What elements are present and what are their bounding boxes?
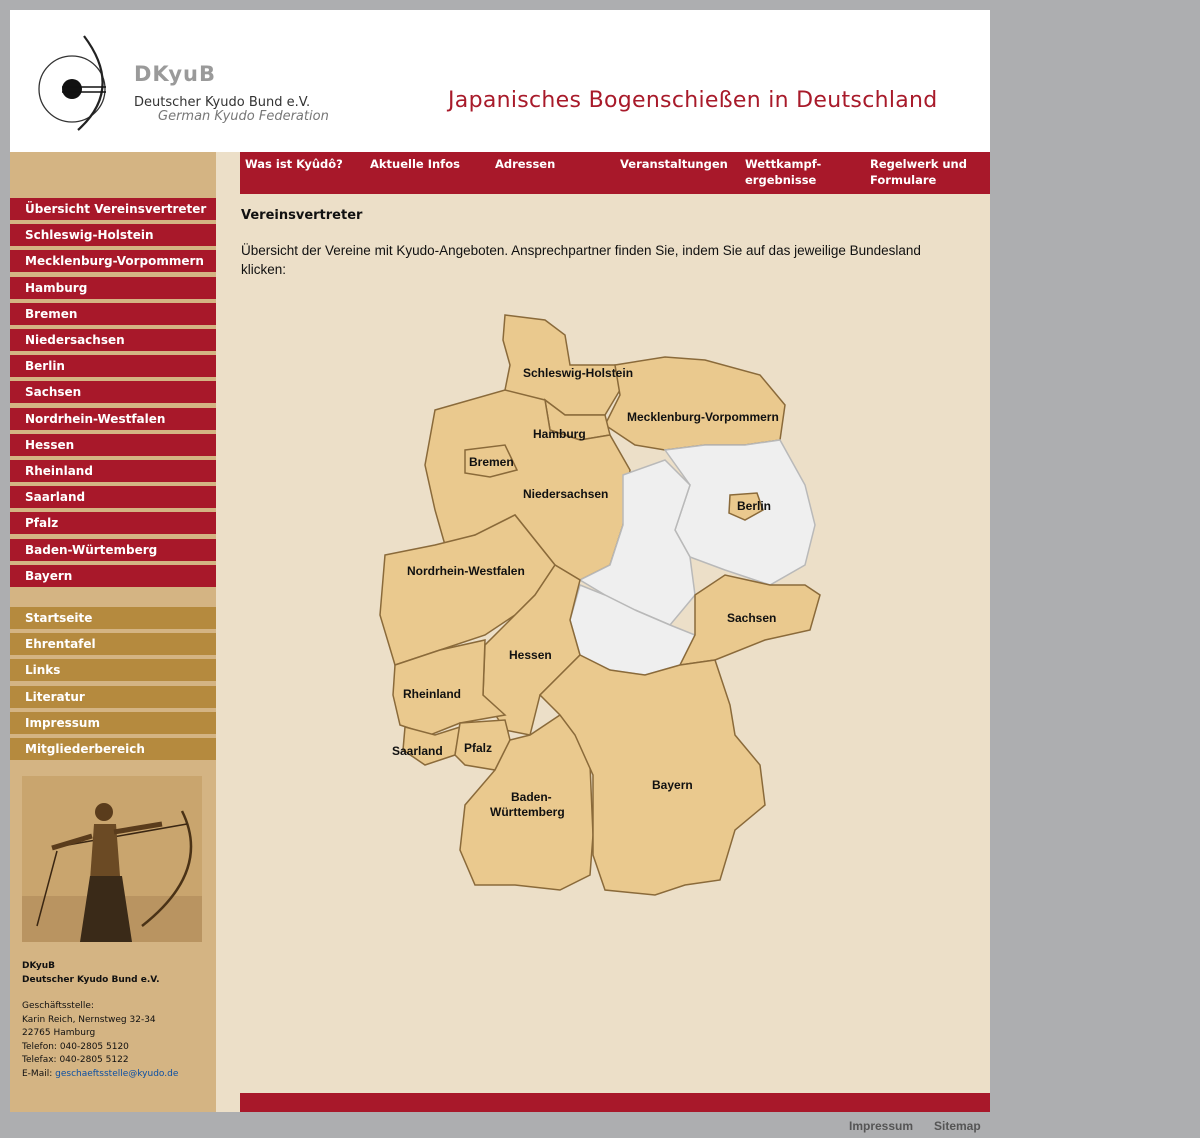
footer-sitemap-link[interactable]: Sitemap	[934, 1119, 981, 1133]
top-navigation	[240, 152, 990, 194]
contact-name: Karin Reich, Nernstweg 32-34	[22, 1014, 156, 1025]
topnav-item-adressen[interactable]: Adressen	[495, 157, 556, 171]
sidebar-item-impressum[interactable]: Impressum	[10, 712, 216, 734]
sidebar-item-schleswig-holstein[interactable]: Schleswig-Holstein	[10, 224, 216, 246]
archer-photo	[22, 776, 202, 942]
sidebar-item-hessen[interactable]: Hessen	[10, 434, 216, 456]
sidebar-item-literatur[interactable]: Literatur	[10, 686, 216, 708]
sidebar-item-hamburg[interactable]: Hamburg	[10, 277, 216, 299]
office-label: Geschäftsstelle:	[22, 1001, 94, 1011]
email-label: E-Mail:	[22, 1068, 53, 1079]
map-label-bremen: Bremen	[469, 455, 514, 469]
contact-phone: Telefon: 040-2805 5120	[22, 1041, 129, 1052]
archer-photo-icon	[22, 776, 202, 942]
page-title: Vereinsvertreter	[241, 208, 363, 223]
logo-name: Deutscher Kyudo Bund e.V.	[134, 95, 311, 110]
map-label-pfalz: Pfalz	[464, 741, 493, 755]
sidebar-item-berlin[interactable]: Berlin	[10, 355, 216, 377]
sidebar-item-saarland[interactable]: Saarland	[10, 486, 216, 508]
map-label-hamburg: Hamburg	[533, 427, 586, 441]
sidebar-item-mecklenburg-vorpommern[interactable]: Mecklenburg-Vorpommern	[10, 250, 216, 272]
sidebar-item-sachsen[interactable]: Sachsen	[10, 381, 216, 403]
page-frame	[10, 10, 990, 1112]
map-label-baden: Baden-	[511, 790, 552, 804]
map-label-schleswig-holstein: Schleswig-Holstein	[523, 366, 634, 380]
map-label-hessen: Hessen	[509, 648, 552, 662]
sidebar-item-links[interactable]: Links	[10, 659, 216, 681]
archer-logo-icon	[36, 34, 106, 134]
germany-map	[365, 295, 835, 915]
topnav-item-wettkampf-ergebnisse[interactable]: Wettkampf- ergebnisse	[745, 157, 822, 187]
site-slogan: Japanisches Bogenschießen in Deutschland	[448, 88, 938, 113]
sidebar	[10, 152, 216, 1112]
contact-fax: Telefax: 040-2805 5122	[22, 1055, 129, 1065]
footer-bar	[240, 1093, 990, 1112]
map-label-wuerttemberg: Württemberg	[490, 805, 565, 819]
topnav-item-aktuelle-infos[interactable]: Aktuelle Infos	[370, 157, 460, 171]
sidebar-item-ehrentafel[interactable]: Ehrentafel	[10, 633, 216, 655]
topnav-item-regelwerk-und-formulare[interactable]: Regelwerk und Formulare	[870, 157, 967, 187]
logo-english-name: German Kyudo Federation	[158, 109, 329, 124]
map-label-sachsen: Sachsen	[727, 611, 777, 625]
sidebar-item-pfalz[interactable]: Pfalz	[10, 512, 216, 534]
footer-impressum-link[interactable]: Impressum	[849, 1119, 914, 1133]
map-label-bayern: Bayern	[652, 778, 693, 792]
sidebar-item-bayern[interactable]: Bayern	[10, 565, 216, 587]
map-label-mecklenburg-vorpommern: Mecklenburg-Vorpommern	[627, 410, 779, 424]
org-short: DKyuB	[22, 961, 56, 971]
sidebar-item-startseite[interactable]: Startseite	[10, 607, 216, 629]
site-header	[10, 10, 990, 152]
contact-address	[22, 960, 178, 1081]
topnav-item-was-ist-kyudo[interactable]: Was ist Kyûdô?	[245, 157, 343, 171]
map-label-nordrhein-westfalen: Nordrhein-Westfalen	[407, 564, 525, 578]
map-label-rheinland: Rheinland	[403, 687, 462, 701]
logo-abbreviation: DKyuB	[134, 62, 217, 86]
sidebar-item-nordrhein-westfalen[interactable]: Nordrhein-Westfalen	[10, 408, 216, 430]
sidebar-item-bremen[interactable]: Bremen	[10, 303, 216, 325]
sidebar-item-rheinland[interactable]: Rheinland	[10, 460, 216, 482]
sidebar-item-niedersachsen[interactable]: Niedersachsen	[10, 329, 216, 351]
org-name: Deutscher Kyudo Bund e.V.	[22, 974, 160, 985]
sidebar-item-mitgliederbereich[interactable]: Mitgliederbereich	[10, 738, 216, 760]
contact-city: 22765 Hamburg	[22, 1028, 96, 1038]
page-intro: Übersicht der Vereine mit Kyudo-Angeboten. Ansprechpartner finden Sie, indem Sie auf das jeweilige Bundesland klicken:	[241, 243, 921, 277]
topnav-item-veranstaltungen[interactable]: Veranstaltungen	[620, 157, 728, 171]
map-label-niedersachsen: Niedersachsen	[523, 487, 609, 501]
email-link[interactable]: geschaeftsstelle@kyudo.de	[55, 1068, 179, 1079]
map-label-berlin: Berlin	[737, 499, 772, 513]
sidebar-item-ubersicht-vereinsvertreter[interactable]: Übersicht Vereinsvertreter	[10, 198, 216, 220]
map-label-saarland: Saarland	[392, 744, 443, 758]
sidebar-item-baden-wurtemberg[interactable]: Baden-Würtemberg	[10, 539, 216, 561]
